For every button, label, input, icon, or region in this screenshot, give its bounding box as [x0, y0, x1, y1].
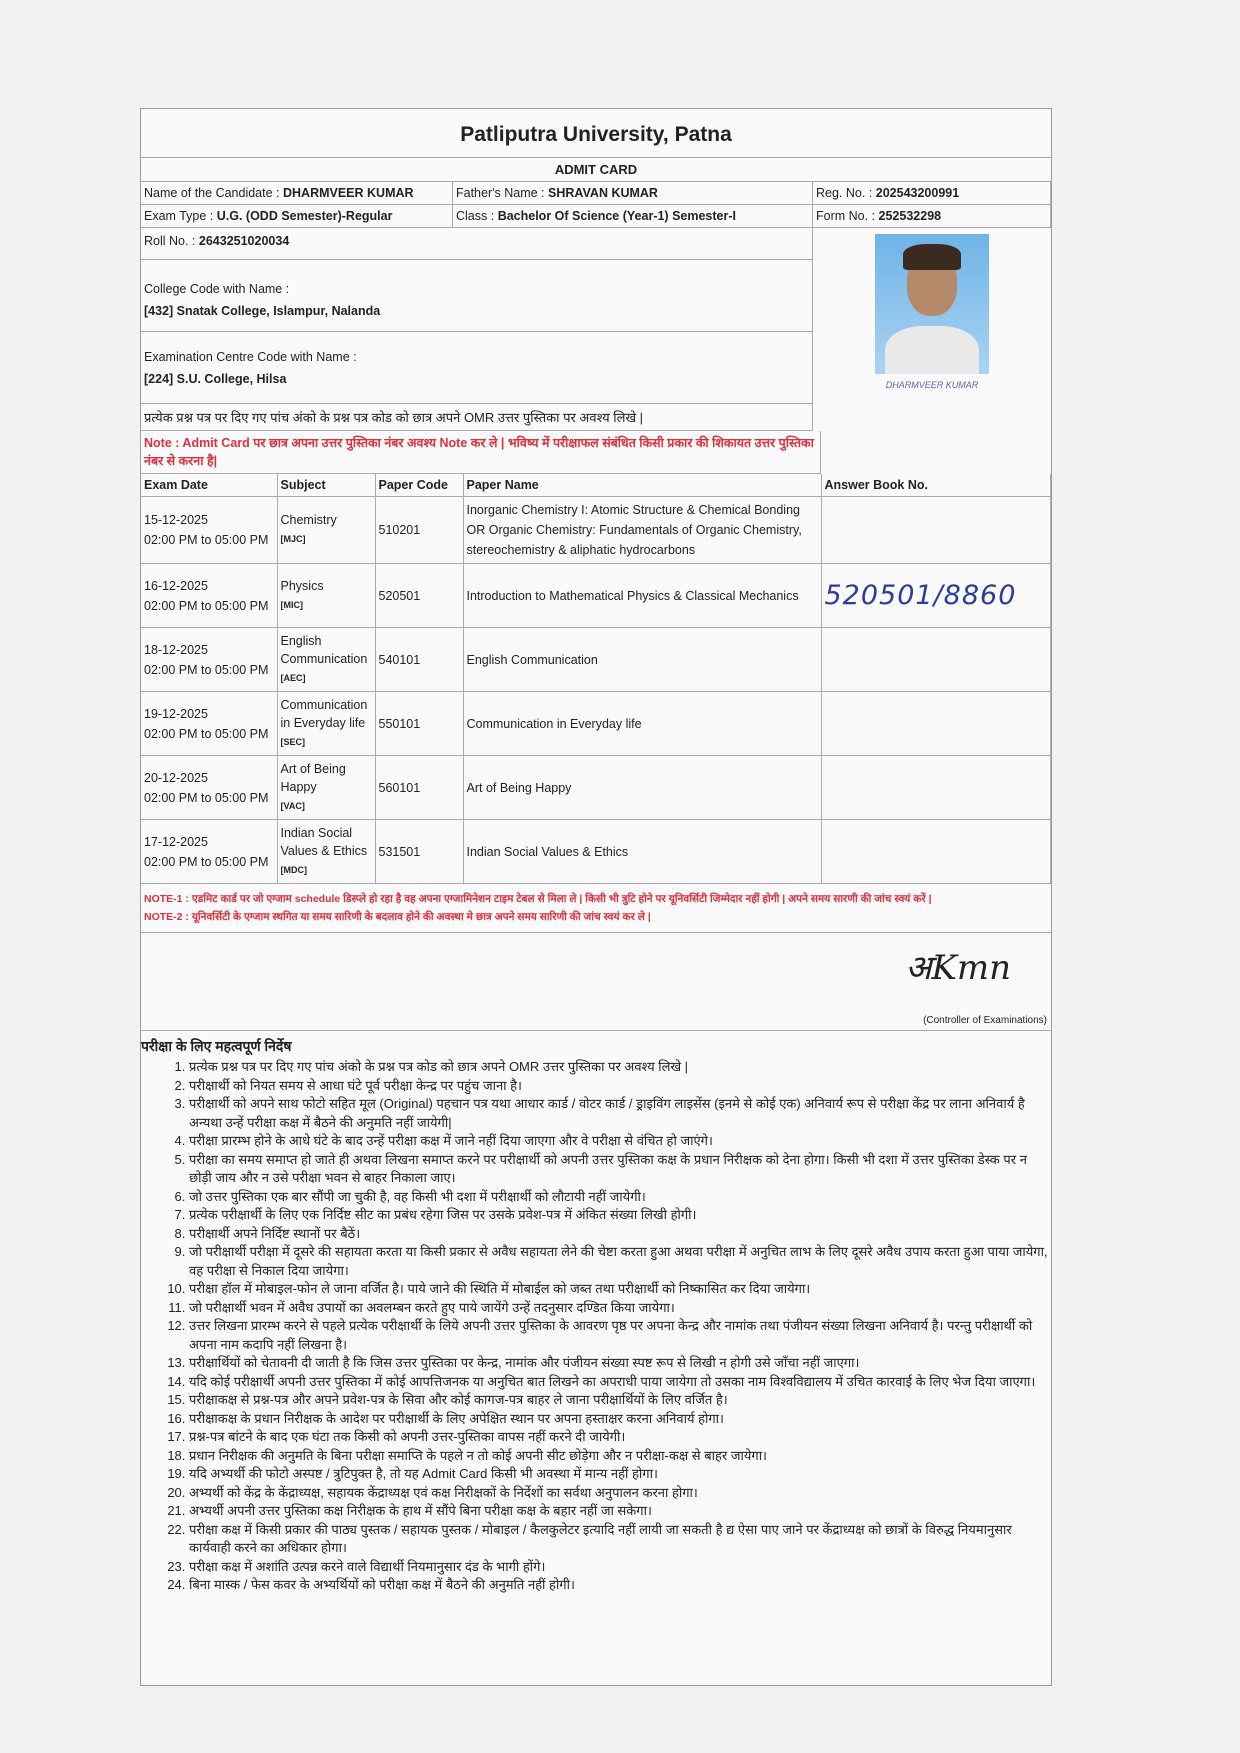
- subject-tag: [MJC]: [280, 534, 306, 544]
- exam-time: 02:00 PM to 05:00 PM: [144, 790, 269, 805]
- doc-title: ADMIT CARD: [141, 158, 1051, 182]
- table-row: [141, 756, 1051, 820]
- exam-type-label: Exam Type :: [144, 209, 214, 223]
- instruction-item: 18. प्रधान निरीक्षक की अनुमति के बिना परीक्षा समाप्ति के पहले न तो कोई अपनी सीट छोड़ेगा और न परीक्षा-कक्ष से बाहर जायेगा।: [189, 1447, 1051, 1466]
- exam-date: 16-12-2025: [144, 578, 208, 593]
- admit-card: [140, 108, 1052, 1686]
- paper-code: 540101: [375, 628, 463, 692]
- paper-code: 560101: [375, 756, 463, 820]
- subject: English Communication: [280, 633, 368, 666]
- instruction-item: 21. अभ्यर्थी अपनी उत्तर पुस्तिका कक्ष निरीक्षक के हाथ में सौंपे बिना परीक्षा कक्ष के बहार नहीं जा सकेगा।: [189, 1502, 1051, 1521]
- instruction-item: 10. परीक्षा हॉल में मोबाइल-फोन ले जाना वर्जित है। पाये जाने की स्थिति में मोबाईल को जब्त तथा परीक्षार्थी को निष्कासित कर दिया जायेगा।: [189, 1280, 1051, 1299]
- class-label: Class :: [456, 209, 495, 223]
- subject: Indian Social Values & Ethics: [280, 825, 368, 858]
- subject-tag: [VAC]: [280, 800, 305, 811]
- controller-label: (Controller of Examinations): [923, 1015, 1047, 1026]
- paper-name: Indian Social Values & Ethics: [463, 820, 821, 884]
- form-no: 252532298: [878, 209, 942, 223]
- college-label: College Code with Name :: [144, 282, 290, 296]
- exam-time: 02:00 PM to 05:00 PM: [144, 533, 269, 547]
- subject: Communication in Everyday life: [280, 697, 368, 730]
- father-label: Father's Name :: [456, 186, 545, 200]
- answer-book-no: [821, 628, 1051, 692]
- candidate-photo: [813, 228, 1051, 404]
- subject-tag: [MDC]: [280, 864, 307, 875]
- exam-date: 18-12-2025: [144, 642, 208, 657]
- instruction-item: 1. प्रत्येक प्रश्न पत्र पर दिए गए पांच अंको के प्रश्न पत्र कोड को छात्र अपने OMR उत्तर पुस्तिका पर अवश्य लिखे |: [189, 1058, 1051, 1077]
- reg-no: 202543200991: [875, 186, 960, 200]
- paper-code: 510201: [375, 497, 463, 564]
- paper-name: Communication in Everyday life: [463, 692, 821, 756]
- col-paper-name: Paper Name: [463, 474, 821, 497]
- instruction-item: 5. परीक्षा का समय समाप्त हो जाते ही अथवा लिखना समाप्त करने पर परीक्षार्थी को अपनी उत्तर पुस्तिका कक्ष के प्रधान निरीक्षक को देना होगा। किसी भी दशा में उत्तर पुस्तिका डेस्क पर न छोड़ी जाय और न उसे परीक्षा भवन से बाहर निकाला जाए।: [189, 1151, 1051, 1188]
- instruction-item: 14. यदि कोई परीक्षार्थी अपनी उत्तर पुस्तिका में कोई आपत्तिजनक या अनुचित बात लिखने का अपराधी पाया जायेगा तो उसका नाम विश्वविद्यालय में उचित कारवाई के लिए भेज दिया जाएगा।: [189, 1373, 1051, 1392]
- controller-signature: अKmn: [905, 948, 1011, 988]
- answer-book-no: 520501/8860: [821, 564, 1051, 628]
- centre-label: Examination Centre Code with Name :: [144, 350, 357, 364]
- exam-time: 02:00 PM to 05:00 PM: [144, 662, 269, 677]
- name-label: Name of the Candidate :: [144, 186, 280, 200]
- instruction-item: 4. परीक्षा प्रारम्भ होने के आधे घंटे के बाद उन्हें परीक्षा कक्ष में जाने नहीं दिया जाएगा और वे परीक्षा से वंचित हो जाएंगे।: [189, 1132, 1051, 1151]
- instruction-item: 13. परीक्षार्थियों को चेतावनी दी जाती है कि जिस उत्तर पुस्तिका पर केन्द्र, नामांक और पंजीयन संख्या स्पष्ट रूप से लिखी न होगी उसे जाँचा नहीं जाएगा।: [189, 1354, 1051, 1373]
- instruction-item: 7. प्रत्येक परीक्षार्थी के लिए एक निर्दिष्ट सीट का प्रबंध रहेगा जिस पर उसके प्रवेश-पत्र में अंकित संख्या लिखी होगी।: [189, 1206, 1051, 1225]
- subject: Art of Being Happy: [280, 761, 346, 794]
- subject: Physics: [280, 578, 324, 593]
- instruction-item: 2. परीक्षार्थी को नियत समय से आधा घंटे पूर्व परीक्षा केन्द्र पर पहुंच जाना है।: [189, 1077, 1051, 1096]
- paper-name: Introduction to Mathematical Physics & Classical Mechanics: [463, 564, 821, 628]
- exam-schedule-table: [141, 474, 1051, 884]
- instruction-item: 23. परीक्षा कक्ष में अशांति उत्पन्न करने वाले विद्यार्थी नियमानुसार दंड के भागी होंगे।: [189, 1558, 1051, 1577]
- answer-book-no: [821, 820, 1051, 884]
- roll-label: Roll No. :: [144, 234, 196, 248]
- col-exam-date: Exam Date: [141, 474, 277, 497]
- candidate-info: [141, 182, 1051, 228]
- candidate-name: DHARMVEER KUMAR: [282, 186, 414, 200]
- paper-name: Art of Being Happy: [463, 756, 821, 820]
- col-paper-code: Paper Code: [375, 474, 463, 497]
- centre-name: [224] S.U. College, Hilsa: [144, 372, 287, 386]
- instruction-item: 24. बिना मास्क / फेस कवर के अभ्यर्थियों को परीक्षा कक्ष में बैठने की अनुमति नहीं होगी।: [189, 1576, 1051, 1595]
- roll-no: 2643251020034: [198, 234, 290, 248]
- paper-code: 520501: [375, 564, 463, 628]
- instruction-item: 19. यदि अभ्यर्थी की फोटो अस्पष्ट / त्रुटिपुक्त है, तो यह Admit Card किसी भी अवस्था में मान्य नहीं होगा।: [189, 1465, 1051, 1484]
- instruction-item: 11. जो परीक्षार्थी भवन में अवैध उपायों का अवलम्बन करते हुए पाये जायेंगे उन्हें तदनुसार दण्डित किया जायेगा।: [189, 1299, 1051, 1318]
- subject-tag: [MIC]: [280, 599, 303, 610]
- father-name: SHRAVAN KUMAR: [548, 186, 658, 200]
- table-row: [141, 497, 1051, 564]
- reg-label: Reg. No. :: [816, 186, 873, 200]
- exam-time: 02:00 PM to 05:00 PM: [144, 598, 269, 613]
- instruction-item: 12. उत्तर लिखना प्रारम्भ करने से पहले प्रत्येक परीक्षार्थी के लिये अपनी उत्तर पुस्तिका के आवरण पृष्ठ पर अपना केन्द्र और नामांक तथा पंजीयन संख्या लिखना अनिवार्य है। परन्तु परीक्षार्थी को अपना नाम कदापि नहीं लिखना है।: [189, 1317, 1051, 1354]
- exam-time: 02:00 PM to 05:00 PM: [144, 726, 269, 741]
- photo-signature: DHARMVEER KUMAR: [885, 380, 979, 390]
- answer-book-no: [821, 692, 1051, 756]
- exam-type: U.G. (ODD Semester)-Regular: [216, 209, 393, 223]
- subject-tag: [SEC]: [280, 736, 305, 747]
- instructions-title: परीक्षा के लिए महत्वपूर्ण निर्देष: [141, 1038, 292, 1054]
- subject-tag: [AEC]: [280, 672, 306, 683]
- college-name: [432] Snatak College, Islampur, Nalanda: [144, 304, 381, 318]
- exam-date: 19-12-2025: [144, 706, 208, 721]
- instruction-item: 15. परीक्षाकक्ष से प्रश्न-पत्र और अपने प्रवेश-पत्र के सिवा और कोई कागज-पत्र बाहर ले जाना परीक्षार्थियों के लिए वर्जित है।: [189, 1391, 1051, 1410]
- exam-date: 17-12-2025: [144, 834, 208, 849]
- paper-code: 550101: [375, 692, 463, 756]
- instruction-item: 8. परीक्षार्थी अपने निर्दिष्ट स्थानों पर बैठें।: [189, 1225, 1051, 1244]
- instruction-item: 22. परीक्षा कक्ष में किसी प्रकार की पाठ्य पुस्तक / सहायक पुस्तक / मोबाइल / कैलकुलेटर इत्यादि नहीं लायी जा सकती है द्य ऐसा पाए जाने पर केंद्राध्यक्ष को छात्रों के विरुद्ध नियमानुसार कार्यवाही करने का अधिकार होगा।: [189, 1521, 1051, 1558]
- instruction-item: 6. जो उत्तर पुस्तिका एक बार सौंपी जा चुकी है, वह किसी भी दशा में परीक्षार्थी को लौटायी नहीं जायेगी।: [189, 1188, 1051, 1207]
- instruction-item: 17. प्रश्न-पत्र बांटने के बाद एक घंटा तक किसी को अपनी उत्तर-पुस्तिका वापस नहीं करने दी जायेगी।: [189, 1428, 1051, 1447]
- table-row: [141, 820, 1051, 884]
- col-subject: Subject: [277, 474, 375, 497]
- answer-book-no: [821, 497, 1051, 564]
- instruction-item: 20. अभ्यर्थी को केंद्र के केंद्राध्यक्ष, सहायक केंद्राध्यक्ष एवं कक्ष निरीक्षकों के निर्देशों का सर्वथा अनुपालन करना होगा।: [189, 1484, 1051, 1503]
- class: Bachelor Of Science (Year-1) Semester-I: [497, 209, 736, 223]
- answer-book-note: Note : Admit Card पर छात्र अपना उत्तर पुस्तिका नंबर अवश्य Note कर ले | भविष्य में परीक्षाफल संबंधित किसी प्रकार की शिकायत उत्तर पुस्तिका नंबर से करना है|: [141, 431, 821, 474]
- form-label: Form No. :: [816, 209, 876, 223]
- paper-code: 531501: [375, 820, 463, 884]
- answer-book-no: [821, 756, 1051, 820]
- subject: Chemistry: [280, 513, 337, 527]
- col-answer-book: Answer Book No.: [821, 474, 1051, 497]
- instructions: [141, 1031, 1051, 1595]
- table-row: [141, 564, 1051, 628]
- omr-hint: प्रत्येक प्रश्न पत्र पर दिए गए पांच अंको के प्रश्न पत्र कोड को छात्र अपने OMR उत्तर पुस्तिका पर अवश्य लिखे |: [141, 404, 813, 431]
- paper-name: Inorganic Chemistry I: Atomic Structure & Chemical Bonding OR Organic Chemistry: Fundamentals of Organic Chemistry, stereochemistry & aliphatic hydrocarbons: [463, 497, 821, 564]
- university-name: Patliputra University, Patna: [141, 109, 1051, 158]
- table-row: [141, 692, 1051, 756]
- table-row: [141, 628, 1051, 692]
- instruction-item: 9. जो परीक्षार्थी परीक्षा में दूसरे की सहायता करता या किसी प्रकार से अवैध सहायता लेने की चेष्टा करता हुआ अथवा परीक्षा में अनुचित लाभ के लिए दूसरे अवैध उपाय करता हुआ पाया जायेगा, वह परीक्षा से निकाल दिया जायेगा।: [189, 1243, 1051, 1280]
- exam-time: 02:00 PM to 05:00 PM: [144, 854, 269, 869]
- instruction-item: 16. परीक्षाकक्ष के प्रधान निरीक्षक के आदेश पर परीक्षार्थी के लिए अपेक्षित स्थान पर अपना हस्ताक्षर करना अनिवार्य होगा।: [189, 1410, 1051, 1429]
- paper-name: English Communication: [463, 628, 821, 692]
- exam-date: 20-12-2025: [144, 770, 208, 785]
- note-1: NOTE-1 : एडमिट कार्ड पर जो एग्जाम schedule डिस्प्ले हो रहा है वह अपना एग्जामिनेशन टाइम टेबल से मिला ले | किसी भी त्रुटि होने पर यूनिवर्सिटी जिम्मेदार नहीं होगी | अपने समय सारणी की जांच स्वयं करें |: [144, 893, 932, 905]
- instruction-item: 3. परीक्षार्थी को अपने साथ फोटो सहित मूल (Original) पहचान पत्र यथा आधार कार्ड / वोटर कार्ड / ड्राइविंग लाइसेंस (इनमे से कोई एक) अनिवार्य रूप से परीक्षा केंद्र पर लाना अनिवार्य है अन्यथा उन्हें परीक्षा कक्ष में बैठने की अनुमति नहीं जायेगी|: [189, 1095, 1051, 1132]
- note-2: NOTE-2 : यूनिवर्सिटी के एग्जाम स्थगित या समय सारिणी के बदलाव होने की अवस्था मे छात्र अपने समय सारिणी की जांच स्वयं कर ले |: [144, 911, 651, 923]
- exam-date: 15-12-2025: [144, 513, 208, 527]
